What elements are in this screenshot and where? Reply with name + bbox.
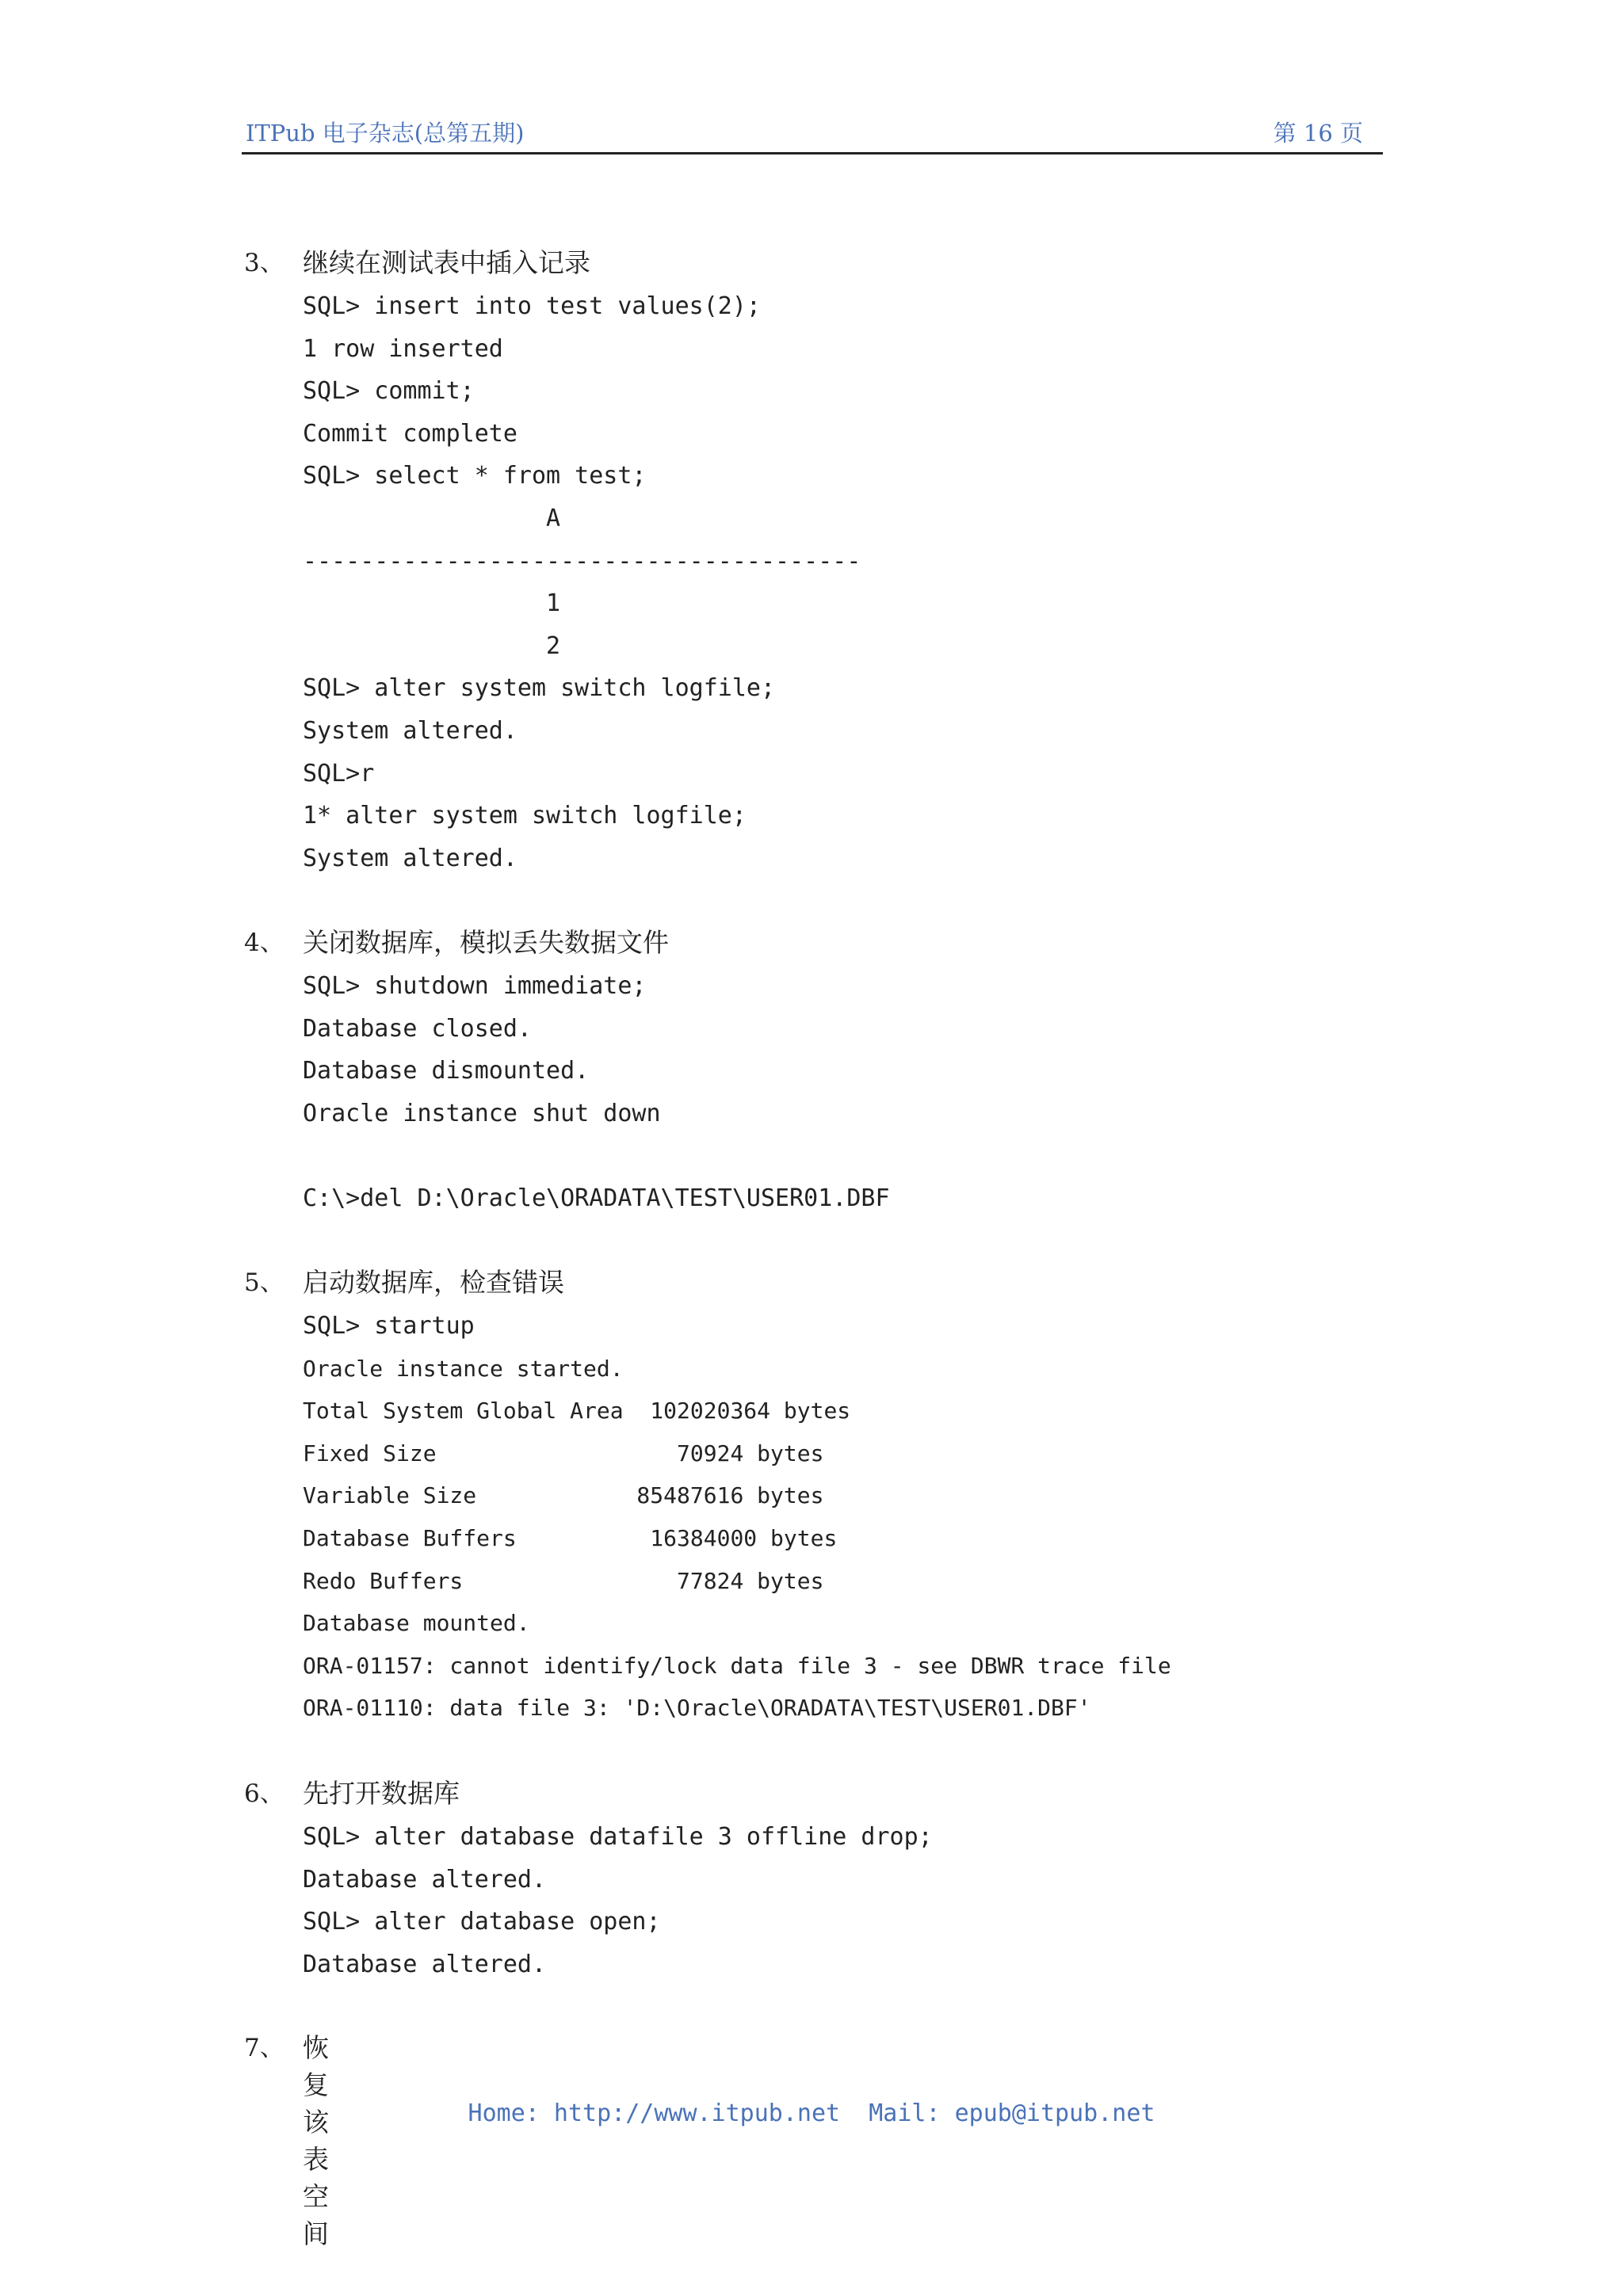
code-line: SQL> select * from test; xyxy=(303,462,647,490)
code-block xyxy=(303,1816,933,1985)
section-number: 5、 xyxy=(244,1268,285,1297)
code-line: Database closed. xyxy=(303,1014,532,1043)
code-line: SQL> alter system switch logfile; xyxy=(303,674,776,703)
code-line: 1 row inserted xyxy=(303,334,503,363)
code-line: System altered. xyxy=(303,844,517,872)
section-number: 7、 xyxy=(244,2034,285,2062)
page-footer: Home: http://www.itpub.net Mail: epub@itpub.net xyxy=(468,2100,1155,2127)
section-title: 恢复该表空间 xyxy=(303,2032,329,2249)
code-line: C:\>del D:\Oracle\ORADATA\TEST\USER01.DBF xyxy=(303,1184,890,1212)
code-line: Oracle instance started. xyxy=(303,1355,624,1382)
code-block xyxy=(303,285,861,879)
code-line: 1 xyxy=(303,589,561,618)
section-number: 4、 xyxy=(244,929,285,957)
code-line: ORA-01157: cannot identify/lock data file 3 - see DBWR trace file xyxy=(303,1652,1171,1679)
code-line: Database altered. xyxy=(303,1950,547,1978)
section-3 xyxy=(244,242,861,879)
section-6 xyxy=(244,1773,933,1985)
code-line: Database dismounted. xyxy=(303,1057,590,1085)
section-7 xyxy=(244,2027,329,2249)
code-line: 1* alter system switch logfile; xyxy=(303,802,747,830)
section-title: 继续在测试表中插入记录 xyxy=(303,247,590,278)
section-number: 6、 xyxy=(244,1779,285,1808)
code-line: Fixed Size 70924 bytes xyxy=(303,1440,824,1466)
code-line: System altered. xyxy=(303,716,517,745)
code-line: Database mounted. xyxy=(303,1610,530,1637)
code-line: SQL> alter database datafile 3 offline drop; xyxy=(303,1823,933,1851)
code-line: Total System Global Area 102020364 bytes xyxy=(303,1398,851,1425)
page-number: 第 16 页 xyxy=(1273,120,1363,147)
section-title: 关闭数据库，模拟丢失数据文件 xyxy=(303,927,669,958)
code-line: --------------------------------------- xyxy=(303,547,861,575)
section-heading xyxy=(244,922,890,965)
section-number: 3、 xyxy=(244,249,285,277)
page-header xyxy=(242,111,1383,154)
section-4 xyxy=(244,922,890,1220)
code-line: SQL> shutdown immediate; xyxy=(303,972,647,1000)
code-line: Database Buffers 16384000 bytes xyxy=(303,1524,838,1551)
code-line: ORA-01110: data file 3: 'D:\Oracle\ORADATA\TEST\USER01.DBF' xyxy=(303,1695,1091,1722)
code-line: SQL> insert into test values(2); xyxy=(303,292,761,320)
code-line: SQL>r xyxy=(303,759,375,788)
code-line: 2 xyxy=(303,631,561,660)
code-line: Redo Buffers 77824 bytes xyxy=(303,1567,824,1594)
code-line: SQL> commit; xyxy=(303,377,475,406)
code-line: A xyxy=(303,504,561,532)
section-heading xyxy=(244,242,861,285)
section-heading xyxy=(244,1773,933,1816)
section-title: 启动数据库，检查错误 xyxy=(303,1267,564,1298)
code-line: Commit complete xyxy=(303,419,517,448)
code-line: Database altered. xyxy=(303,1865,547,1894)
code-line: SQL> alter database open; xyxy=(303,1908,661,1936)
code-line xyxy=(303,1135,890,1177)
code-line: Variable Size 85487616 bytes xyxy=(303,1482,824,1509)
magazine-title: ITPub 电子杂志(总第五期) xyxy=(246,120,525,147)
code-block xyxy=(303,965,890,1220)
section-5 xyxy=(244,1262,1171,1730)
code-line: Oracle instance shut down xyxy=(303,1099,661,1127)
section-title: 先打开数据库 xyxy=(303,1778,460,1809)
section-heading xyxy=(244,1262,1171,1305)
section-heading xyxy=(244,2027,329,2249)
code-block xyxy=(303,1305,1171,1730)
code-line: SQL> startup xyxy=(303,1312,475,1340)
